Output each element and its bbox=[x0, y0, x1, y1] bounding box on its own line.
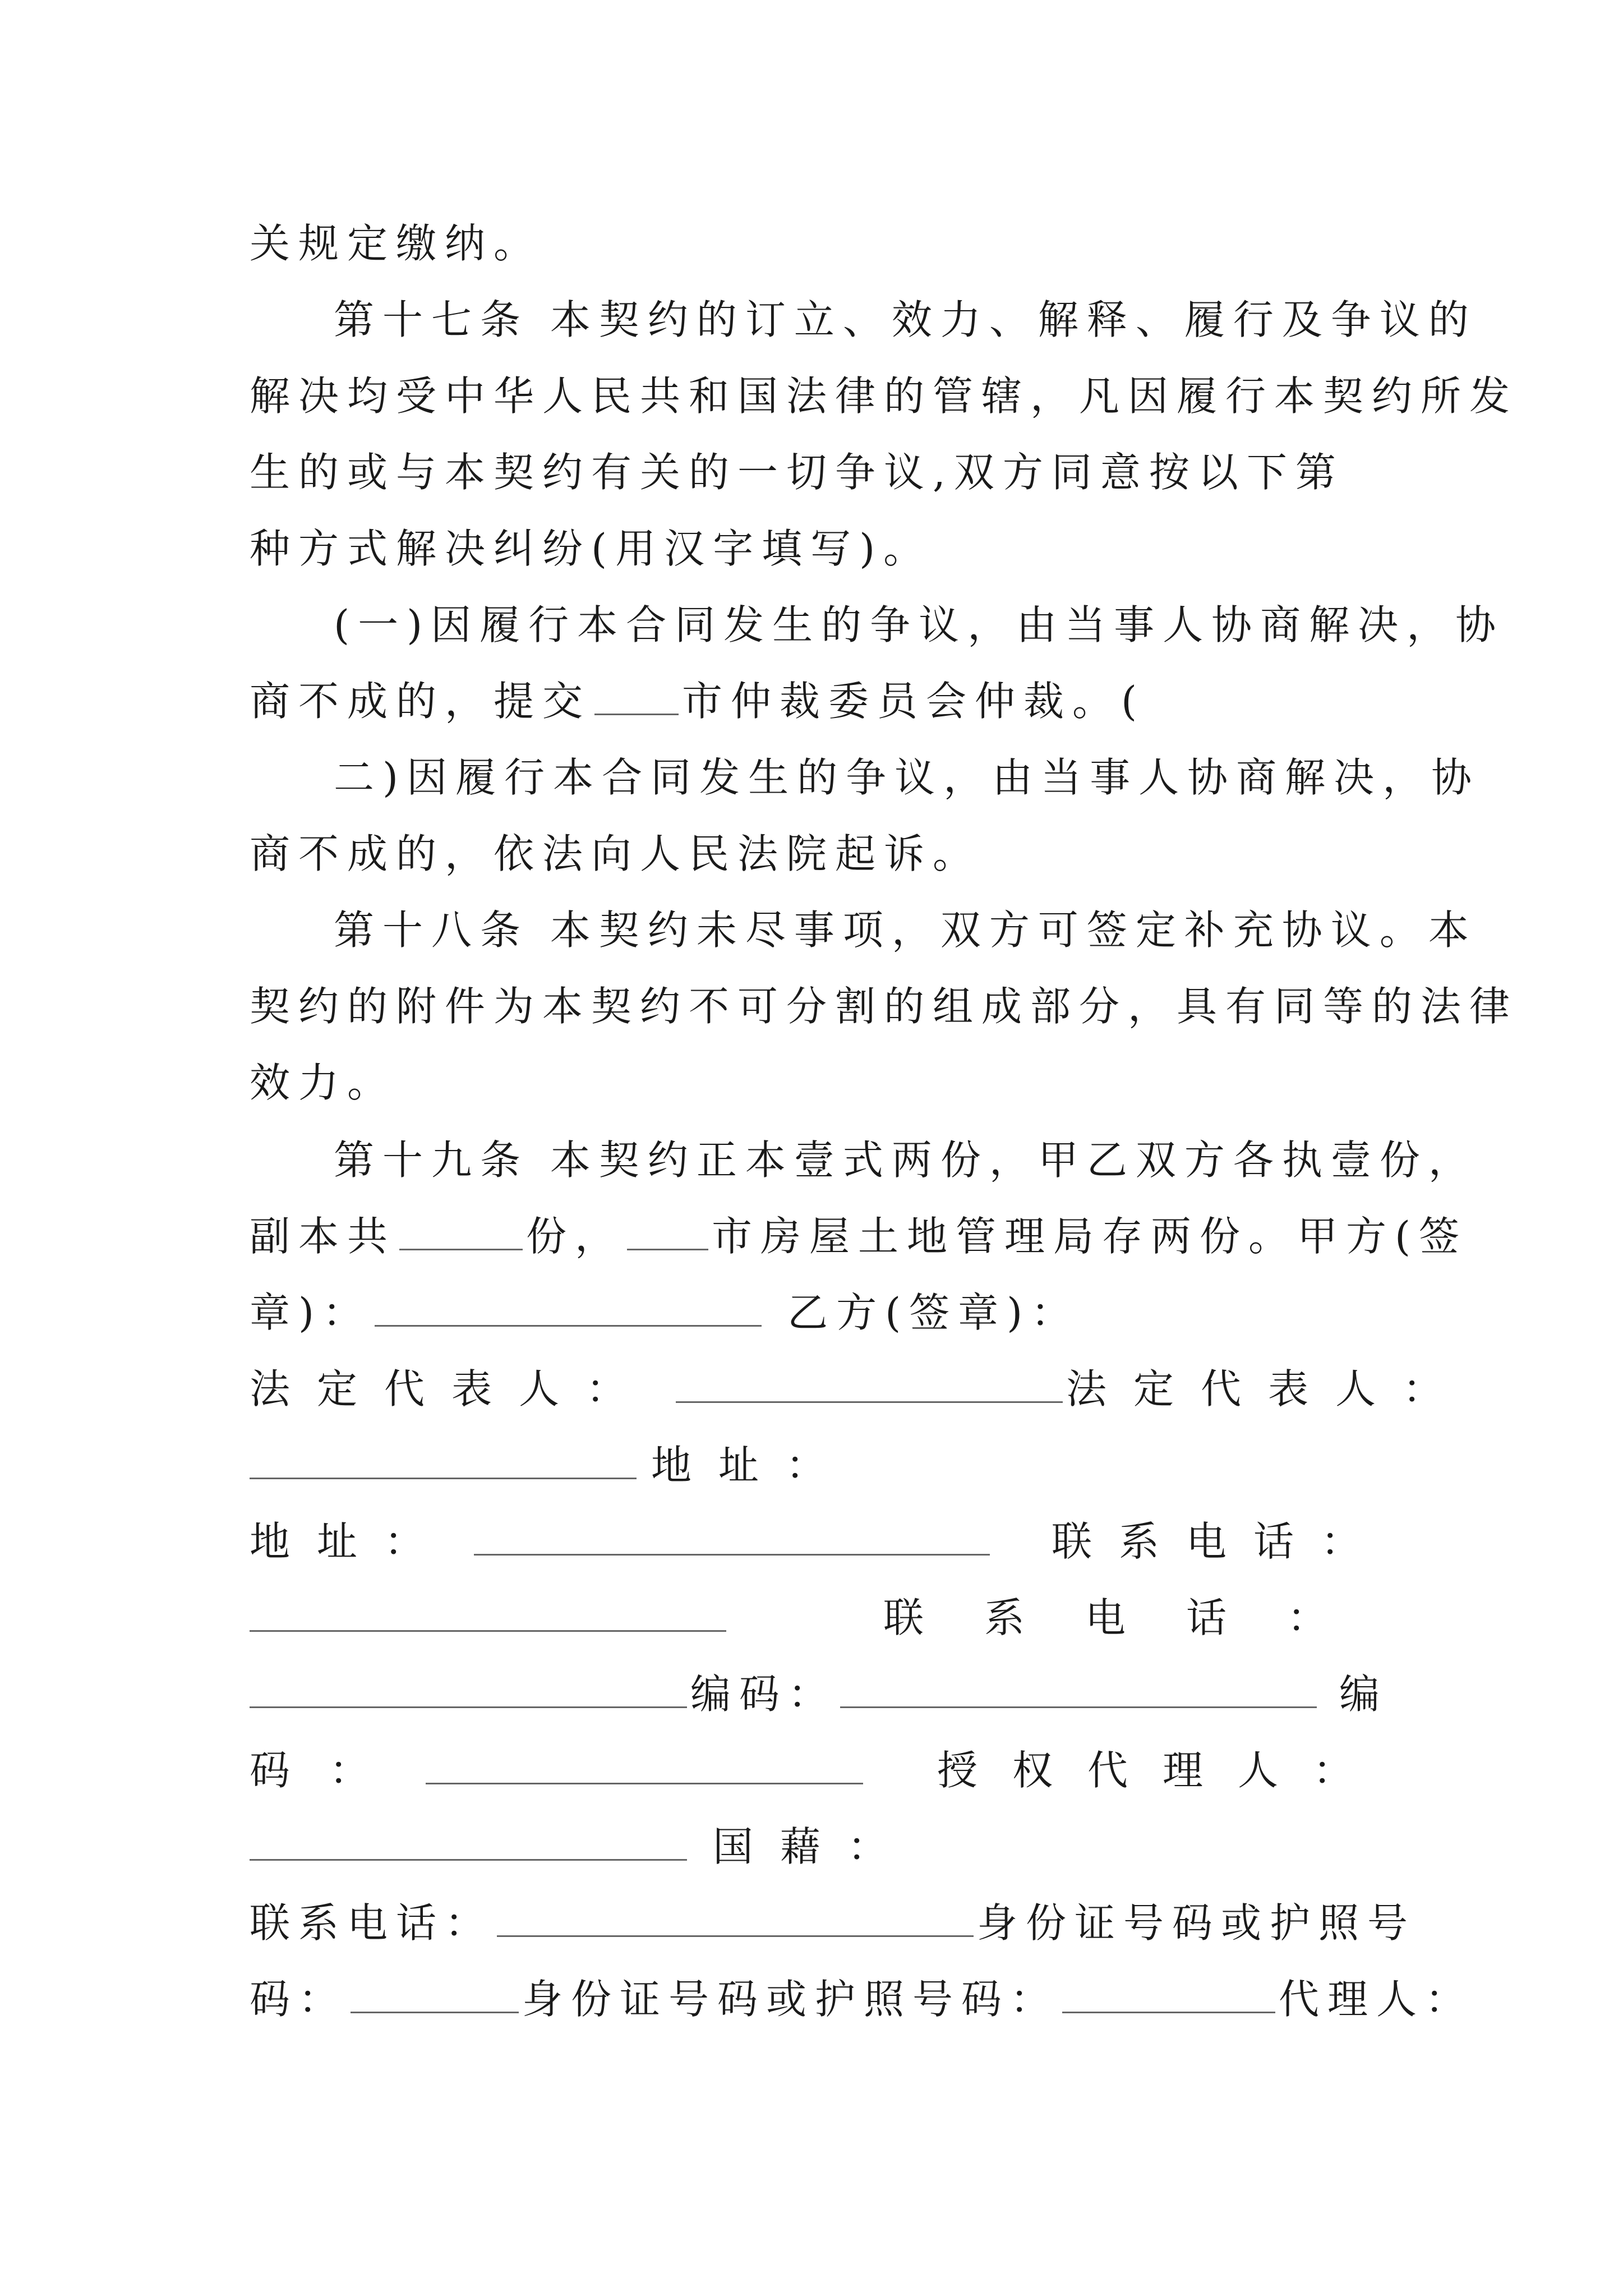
agent-a-label: 授权代理人： bbox=[937, 1747, 1388, 1794]
party-a-sign-blank[interactable] bbox=[375, 1291, 762, 1327]
signature-row-1 bbox=[250, 1274, 1388, 1351]
legal-rep-a-blank[interactable] bbox=[676, 1368, 1063, 1403]
copies-count-blank[interactable] bbox=[399, 1215, 523, 1250]
agent-a-blank[interactable] bbox=[250, 1825, 687, 1861]
legal-rep-b-blank[interactable] bbox=[250, 1444, 637, 1479]
legal-rep-b-label: 法定代表人： bbox=[1066, 1365, 1470, 1412]
option-1-line-2-a: 商不成的，提交 bbox=[250, 678, 592, 725]
option-2-line-2: 商不成的，依法向人民法院起诉。 bbox=[250, 830, 982, 877]
postcode-b-label-tail: 码： bbox=[250, 1747, 409, 1794]
phone-a-blank[interactable] bbox=[250, 1596, 726, 1632]
signature-row-3 bbox=[250, 1427, 1388, 1503]
signature-row-5 bbox=[250, 1580, 1388, 1656]
nationality-label: 国藉： bbox=[713, 1823, 915, 1870]
party-a-sign-label: 章)： bbox=[250, 1289, 372, 1336]
arbitration-city-blank[interactable] bbox=[594, 680, 679, 715]
signature-row-6 bbox=[250, 1656, 1388, 1732]
address-b-label: 地址： bbox=[651, 1442, 854, 1489]
signature-row-7 bbox=[250, 1732, 1388, 1809]
article-17-line-3-text: 生的或与本契约有关的一切争议,双方同意按以下第 bbox=[250, 449, 1344, 496]
phone-b-blank[interactable] bbox=[250, 1673, 687, 1708]
postcode-a-blank[interactable] bbox=[840, 1673, 1317, 1708]
signature-row-8 bbox=[250, 1809, 1388, 1885]
article-19-line-1: 第十九条 本契约正本壹式两份，甲乙双方各执壹份， bbox=[334, 1137, 1477, 1184]
article-19-line-2-c: 市房屋土地管理局存两份。甲方(签 bbox=[712, 1213, 1468, 1260]
phone-a-label: 联系电话： bbox=[1051, 1518, 1388, 1565]
id-a-label-tail: 码： bbox=[250, 1976, 348, 2023]
postcode-b-label-head: 编 bbox=[1339, 1671, 1388, 1718]
option-1-line-2 bbox=[250, 663, 1388, 739]
article-17-line-2: 解决均受中华人民共和国法律的管辖，凡因履行本契约所发 bbox=[250, 372, 1519, 420]
article-19-line-2-b: 份， bbox=[526, 1213, 624, 1260]
option-1-line-1: (一)因履行本合同发生的争议，由当事人协商解决，协 bbox=[334, 601, 1505, 648]
article-18-line-2: 契约的附件为本契约不可分割的组成部分，具有同等的法律 bbox=[250, 983, 1519, 1030]
article-18-line-3: 效力。 bbox=[250, 1059, 396, 1106]
article-19-line-2-a: 副本共 bbox=[250, 1213, 396, 1260]
party-b-sign-label: 乙方(签章)： bbox=[787, 1289, 1080, 1336]
phone-b-label: 联系电话： bbox=[883, 1594, 1388, 1641]
id-a-label-head: 身份证号码或护照号 bbox=[977, 1899, 1417, 1947]
postcode-b-blank[interactable] bbox=[426, 1749, 863, 1784]
article-17-line-3 bbox=[250, 434, 1388, 510]
signature-row-4 bbox=[250, 1503, 1388, 1580]
housing-bureau-city-blank[interactable] bbox=[627, 1215, 708, 1250]
signature-row-10 bbox=[250, 1961, 1474, 2037]
address-a-blank[interactable] bbox=[474, 1520, 990, 1556]
option-2-line-1: 二)因履行本合同发生的争议，由当事人协商解决，协 bbox=[334, 754, 1481, 801]
agent-b-label: 代理人： bbox=[1279, 1976, 1474, 2023]
id-a-blank[interactable] bbox=[351, 1978, 519, 2013]
phone-c-blank[interactable] bbox=[497, 1902, 974, 1937]
id-b-label: 身份证号码或护照号码： bbox=[522, 1976, 1059, 2023]
legal-rep-a-label: 法定代表人： bbox=[250, 1365, 654, 1412]
article-19-line-2 bbox=[250, 1198, 1468, 1274]
postcode-a-label: 编码： bbox=[690, 1671, 837, 1718]
signature-row-9 bbox=[250, 1885, 1417, 1961]
article-17-line-1: 第十七条 本契约的订立、效力、解释、履行及争议的 bbox=[334, 296, 1477, 343]
option-1-line-2-b: 市仲裁委员会仲裁。( bbox=[682, 678, 1146, 725]
paragraph-tail: 关规定缴纳。 bbox=[250, 220, 543, 267]
article-18-line-1: 第十八条 本契约未尽事项，双方可签定补充协议。本 bbox=[334, 907, 1477, 954]
id-b-blank[interactable] bbox=[1062, 1978, 1275, 2013]
signature-row-2 bbox=[250, 1351, 1470, 1427]
article-17-line-4: 种方式解决纠纷(用汉字填写)。 bbox=[250, 525, 933, 572]
address-a-label: 地址： bbox=[250, 1518, 452, 1565]
phone-c-label: 联系电话： bbox=[250, 1899, 494, 1947]
